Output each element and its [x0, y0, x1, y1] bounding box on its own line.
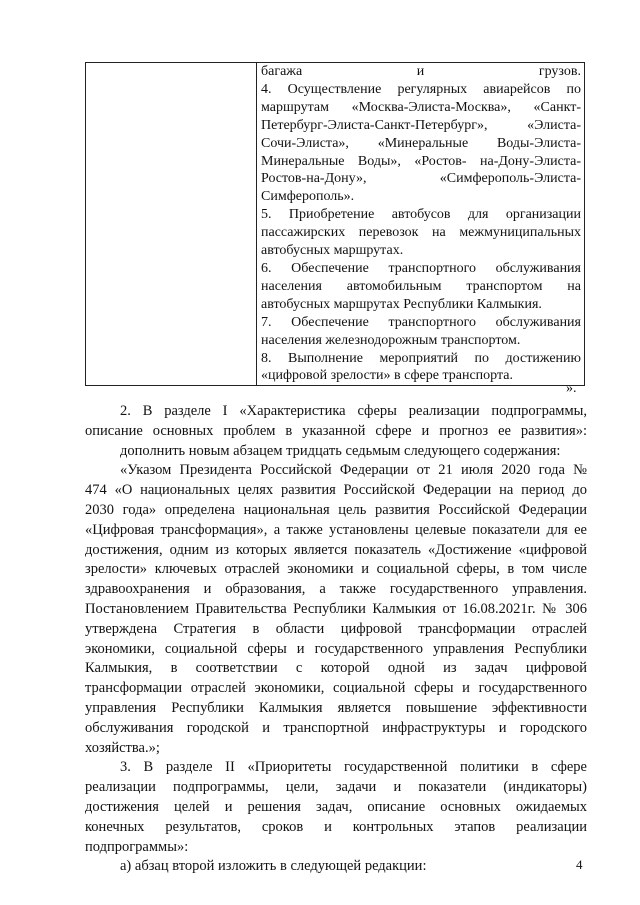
table-line: Петербург-Элиста-Санкт-Петербург», «Элиста-: [261, 117, 581, 133]
paragraph-line: 474 «О национальных целях развития Российской Федерации на период до: [85, 482, 587, 499]
paragraph-line: экономики, социальной сферы и государственного управления Республики: [85, 640, 587, 657]
table-line: 7. Обеспечение транспортного обслуживания: [261, 314, 581, 330]
table-line: 5. Приобретение автобусов для организации: [261, 207, 581, 223]
paragraph-line: дополнить новым абзацем тридцать седьмым следующего содержания:: [120, 442, 561, 459]
paragraph-line: 2030 года» определена национальная цель развития Российской Федерации: [85, 501, 587, 518]
table-line: маршрутам «Москва-Элиста-Москва», «Санкт-: [261, 99, 581, 115]
table-line: «цифровой зрелости» в сфере транспорта.: [261, 368, 513, 384]
table-line: 6. Обеспечение транспортного обслуживания: [261, 260, 581, 276]
closing-quote: ».: [566, 381, 577, 396]
paragraph-line: подпрограммы»:: [85, 838, 189, 855]
program-table: [85, 62, 585, 386]
paragraph-line: а) абзац второй изложить в следующей редакции:: [120, 858, 427, 875]
paragraph-line: достижения целей и решения задач, описание основных ожидаемых: [85, 798, 587, 815]
table-line: автобусных маршрутах.: [261, 243, 404, 259]
table-line: Сочи-Элиста», «Минеральные Воды-Элиста-: [261, 135, 581, 151]
table-line: 8. Выполнение мероприятий по достижению: [261, 350, 581, 366]
paragraph-line: Постановлением Правительства Республики Калмыкия от 16.08.2021г. № 306: [85, 600, 587, 617]
paragraph-line: реализации подпрограммы, цели, задачи и показатели (индикаторы): [85, 779, 587, 796]
paragraph-line: зрелости» ключевых отраслей экономики и социальной сферы, в том числе: [85, 561, 587, 578]
paragraph-line: описание основных проблем в указанной сфере и прогноз ее развития»:: [85, 422, 587, 439]
table-line: пассажирских перевозок на межмуниципальных: [261, 225, 581, 241]
table-cell-left: [86, 63, 257, 386]
paragraph-line: 3. В разделе II «Приоритеты государственной политики в сфере: [120, 759, 587, 776]
table-line: населения железнодорожным транспортом.: [261, 332, 521, 348]
paragraph-line: «Цифровая трансформация», а также установлены целевые показатели для ее: [85, 521, 587, 538]
paragraph-line: трансформации отраслей экономики, социальной сферы и государственного: [85, 680, 587, 697]
table-line: 4. Осуществление регулярных авиарейсов по: [261, 81, 581, 97]
paragraph-line: достижения, одним из которых является показатель «Достижение «цифровой: [85, 541, 587, 558]
table-line: Минеральные Воды», «Ростов- на-Дону-Элиста-: [261, 153, 581, 169]
table-row: [86, 63, 585, 386]
paragraph-line: хозяйства.»;: [85, 739, 160, 756]
body-text: [85, 402, 587, 877]
paragraph-line: здравоохранения и образования, а также государственного управления.: [85, 581, 587, 598]
table-line: багажа и грузов.: [261, 64, 581, 79]
paragraph-line: Калмыкия, в соответствии с которой одной из задач цифровой: [85, 660, 587, 677]
paragraph-line: утверждена Стратегия в области цифровой трансформации отраслей: [85, 620, 587, 637]
table-line: Симферополь».: [261, 189, 355, 205]
table-line: Ростов-на-Дону», «Симферополь-Элиста-: [261, 171, 581, 187]
table-line: населения автомобильным транспортом на: [261, 278, 581, 294]
paragraph-line: управления Республики Калмыкия является повышение эффективности: [85, 699, 587, 716]
table-line: автобусных маршрутах Республики Калмыкия.: [261, 296, 542, 312]
paragraph-line: «Указом Президента Российской Федерации от 21 июля 2020 года №: [120, 462, 587, 479]
paragraph-line: обслуживания городской и транспортной инфраструктуры и городского: [85, 719, 587, 736]
paragraph-line: 2. В разделе I «Характеристика сферы реализации подпрограммы,: [120, 403, 587, 419]
page-number: 4: [576, 857, 583, 872]
table-cell-right: [257, 63, 585, 386]
paragraph-line: конечных результатов, сроков и контрольных этапов реализации: [85, 818, 587, 835]
